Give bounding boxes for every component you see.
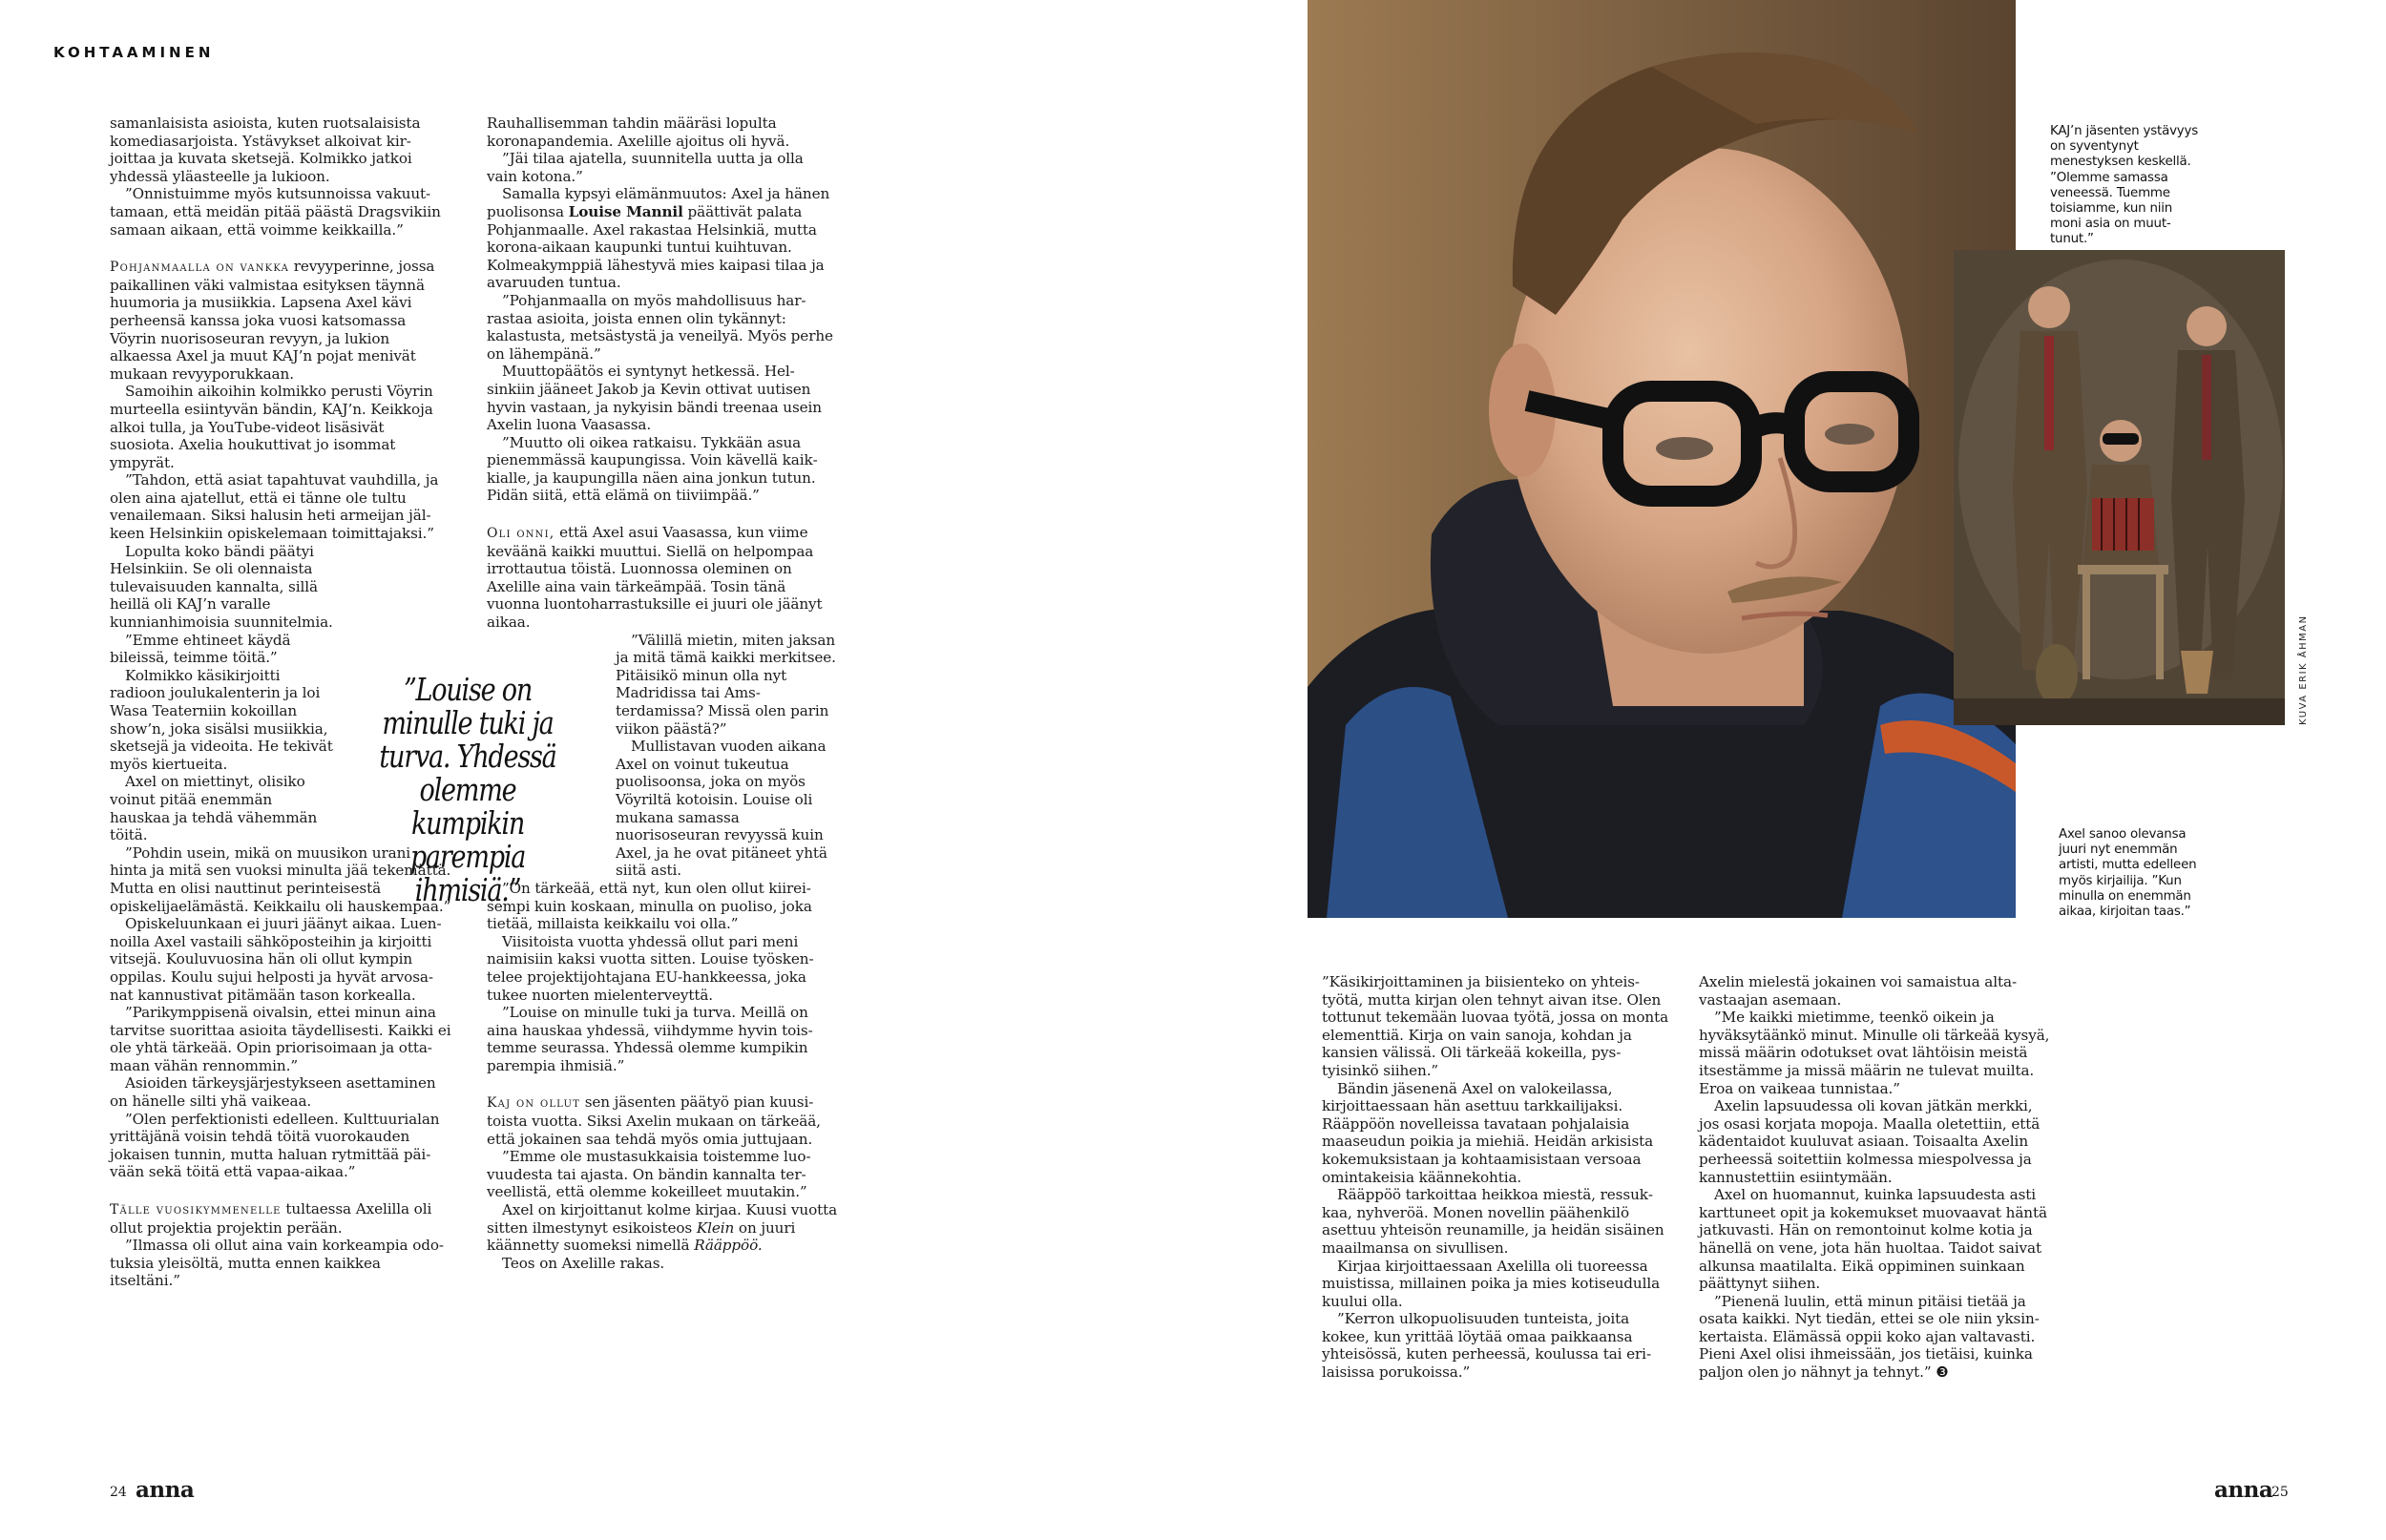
paragraph: ”Onnistuimme myös kutsunnoissa vakuuttamaan, että meidän pitää päästä Dragsvikiin samaan aikaan, että voimme keikkailla.”	[110, 185, 441, 239]
paragraph: ”Parikymppisenä oivalsin, ettei minun aina tarvitse suorittaa asioita täydellisesti. Kaikki ei ole yhtä tärkeää. Opin priorisoimaan ja ottamaan vähän rennommin.”	[110, 1004, 451, 1074]
paragraph-text: Axel on kirjoittanut kolme kirjaa. Kuusi vuotta sitten ilmestynyt esikoisteos	[487, 1201, 838, 1237]
book-title: Rääppöö.	[694, 1237, 763, 1255]
paragraph: samanlaisista asioista, kuten ruotsalaisista komediasarjoista. Ystävykset alkoivat kirjoittaa ja kuvata sketsejä. Kolmikko jatkoi yhdessä yläasteelle ja lukioon.	[110, 114, 421, 185]
paragraph	[110, 1200, 451, 1237]
lead-in: Kaj on ollut	[487, 1095, 580, 1112]
paragraph: ”Ilmassa oli ollut aina vain korkeampia odotuksia yleisöltä, mutta ennen kaikkea itseltäni.”	[110, 1237, 445, 1290]
paragraph: Muuttopäätös ei syntynyt hetkessä. Helsinkiin jääneet Jakob ja Kevin ottivat uutisen hyvin vastaan, ja nykyisin bändi treenaa usein Axelin luona Vaasassa.	[487, 363, 822, 434]
paragraph: ”Jäi tilaa ajatella, suunnitella uutta ja olla vain kotona.”	[487, 150, 804, 185]
brand-logo-right: anna	[2214, 1477, 2273, 1503]
paragraph: ”Tahdon, että asiat tapahtuvat vauhdilla, ja olen aina ajatellut, että ei tänne ole tultu venailemaan. Siksi halusin heti armeijan jälkeen Helsinkiin opiskelemaan toimittajaksi.”	[110, 471, 439, 543]
paragraph-text: tultaessa Axelilla oli ollut projektia projektin perään.	[110, 1200, 432, 1237]
paragraph: Teos on Axelille rakas.	[502, 1254, 665, 1272]
paragraph: ”Välillä mietin, miten jaksan ja mitä tämä kaikki merkitsee. Pitäisikö minun olla nyt Madridissa tai Amsterdamissa? Missä olen parin viikon päästä?”	[616, 631, 836, 738]
band-illustration	[1954, 250, 2285, 725]
caption-bottom: Axel sanoo olevansa juuri nyt enemmän artisti, mutta edelleen myös kirjailija. ”Kun minulla on enemmän aikaa, kirjoitan taas.”	[2059, 827, 2197, 920]
paragraph: Samoihin aikoihin kolmikko perusti Vöyrin murteella esiintyvän bändin, KAJ’n. Keikkoja alkoi tulla, ja YouTube-videot lisäsivät suosiota. Axelia houkuttivat jo isommat ympyrät.	[110, 383, 433, 471]
pull-quote: ”Louise on minulle tuki ja turva. Yhdessä olemme kumpikin parempia ihmisiä.”	[379, 671, 556, 908]
lead-in: Oli onni,	[487, 526, 555, 542]
paragraph: Kirjaa kirjoittaessaan Axelilla oli tuoreessa muistissa, millainen poika ja mies kotiseudulla kuului olla.	[1322, 1257, 1661, 1310]
paragraph: ”Käsikirjoittaminen ja biisienteko on yhteistyötä, mutta kirjan olen tehnyt aivan itse. Olen tottunut tekemään luovaa työtä, jossa on monta elementtiä. Kirja on vain sanoja, kohdan ja kansien välissä. Oli tärkeää kokeilla, pystyisinkö siihen.”	[1322, 973, 1669, 1079]
paragraph: Rauhallisemman tahdin määräsi lopulta koronapandemia. Axelille ajoitus oli hyvä.	[487, 114, 790, 150]
paragraph: Bändin jäsenenä Axel on valokeilassa, kirjoittaessaan hän asettuu tarkkailijaksi. Rääppöön novelleissa tavataan pohjalaisia maaseudun poikia ja miehiä. Heidän arkisista kokemuksistaan ja kohtaamisistaan versoaa omintakeisia käännekohtia.	[1322, 1079, 1654, 1186]
paragraph-text: päättivät palata Pohjanmaalle. Axel rakastaa Helsinkiä, mutta korona-aikaan kaupunki tuntui kuihtuvan. Kolmeakymppiä lähestyvä mies kaipasi tilaa ja avaruuden tuntua.	[487, 202, 825, 292]
paragraph	[110, 258, 451, 383]
paragraph	[487, 185, 838, 292]
paragraph: ”Me kaikki mietimme, teenkö oikein ja hyväksytäänkö minut. Minulle oli tärkeää kysyä, missä määrin odotukset ovat lähtöisin meistä itsestämme ja missä määrin ne tulevat muilta. Eroa on vaikeaa tunnistaa.”	[1699, 1009, 2050, 1097]
paragraph-text: sen jäsenten päätyö pian kuusitoista vuotta. Siksi Axelin mukaan on tärkeää, että jokainen saa tehdä myös omia juttujaan.	[487, 1093, 821, 1148]
paragraph: Axelin mielestä jokainen voi samaistua altavastaajan asemaan.	[1699, 973, 2018, 1009]
band-photo	[1954, 250, 2285, 725]
paragraph: Mullistavan vuoden aikana Axel on voinut tukeutua puolisoonsa, joka on myös Vöyriltä kotoisin. Louise oli mukana samassa nuorisoseuran revyyssä kuin Axel, ja he ovat pitäneet yhtä siitä asti.	[616, 738, 827, 880]
paragraph: Viisitoista vuotta yhdessä ollut pari meni naimisiin kaksi vuotta sitten. Louise työskentelee projektijohtajana EU-hankkeessa, joka tukee nuorten mielenterveyttä.	[487, 932, 814, 1004]
paragraph: ”Emme ole mustasukkaisia toistemme luovuudesta tai ajasta. On bändin kannalta terveellistä, että olemme kokeilleet muutakin.”	[487, 1148, 811, 1201]
caption-top: KAJ’n jäsenten ystävyys on syventynyt menestyksen keskellä. ”Olemme samassa veneessä. Tuemme toisiamme, kun niin moni asia on muuttunut.”	[2050, 124, 2199, 247]
paragraph: ”Louise on minulle tuki ja turva. Meillä on aina hauskaa yhdessä, viihdymme hyvin toistemme seurassa. Yhdessä olemme kumpikin parempia ihmisiä.”	[487, 1004, 813, 1074]
person-name: Louise Mannil	[568, 202, 683, 220]
portrait-photo	[1308, 0, 2016, 918]
lead-in: Pohjanmaalla on vankka	[110, 260, 290, 276]
lead-in: Tälle vuosikymmenelle	[110, 1202, 282, 1218]
end-mark-icon: ❸	[1936, 1363, 1949, 1382]
narrow-block	[110, 543, 334, 844]
paragraph-text: Samalla kypsyi elämänmuutos: Axel ja hänen puolisonsa	[487, 185, 830, 220]
paragraph: ”Olen perfektionisti edelleen. Kulttuurialan yrittäjänä voisin tehdä töitä vuorokauden jokaisen tunnin, mutta haluan rytmittää päivään sekä töitä että vapaa-aikaa.”	[110, 1110, 440, 1181]
article-column-4	[1699, 973, 2050, 1382]
paragraph: Axelin lapsuudessa oli kovan jätkän merkki, jos osasi korjata mopoja. Maalla oletettiin, että kädentaidot kuuluvat asiaan. Toisaalta Axelin perheessä soitettiin kolmessa miespolvessa ja kannustettiin esiintymään.	[1699, 1097, 2041, 1186]
paragraph: Opiskeluunkaan ei juuri jäänyt aikaa. Luennoilla Axel vastaili sähköposteihin ja kirjoitti vitsejä. Kouluvuosina hän oli ollut kympin oppilas. Koulu sujui helposti ja hyvät arvosanat kannustivat pitämään tason korkealla.	[110, 915, 442, 1004]
paragraph: Asioiden tärkeysjärjestykseen asettaminen on hänelle silti yhä vaikeaa.	[110, 1074, 436, 1111]
paragraph: ”Kerron ulkopuolisuuden tunteista, joita kokee, kun yrittää löytää omaa paikkaansa yhteisössä, kuten perheessä, koulussa tai erilaisissa porukoissa.”	[1322, 1310, 1652, 1382]
paragraph: Axel on miettinyt, olisiko voinut pitää enemmän hauskaa ja tehdä vähemmän töitä.	[110, 773, 318, 844]
paragraph: Lopulta koko bändi päätyi Helsinkiin. Se oli olennaista tulevaisuuden kannalta, sillä heillä oli KAJ’n varalle kunnianhimoisia suunnitelmia.	[110, 542, 333, 632]
paragraph-text: ”Pienenä luulin, että minun pitäisi tietää ja osata kaikki. Nyt tiedän, ettei se ole niin yksinkertaista. Elämässä oppii koko ajan valtavasti. Pieni Axel olisi ihmeissään, jos tietäisi, kuinka paljon olen jo nähnyt ja tehnyt.”	[1699, 1292, 2040, 1382]
page-number-right: 25	[2271, 1485, 2289, 1500]
paragraph: ”Pohdin usein, mikä on muusikon urani hinta ja mitä sen vuoksi minulta jää tekemättä. Mutta en olisi nauttinut perinteisestä opiskelijaelämästä. Keikkailu oli hauskempaa.”	[110, 843, 451, 915]
paragraph-text: on juuri käännetty suomeksi nimellä	[487, 1218, 796, 1255]
paragraph	[487, 1093, 838, 1148]
paragraph: ”Emme ehtineet käydä bileissä, teimme töitä.”	[110, 631, 291, 667]
paragraph: ”Pohjanmaalla on myös mahdollisuus harrastaa asioita, joista ennen olin tykännyt: kalastusta, metsästystä ja veneilyä. Myös perhe on lähempänä.”	[487, 291, 833, 363]
paragraph	[1699, 1293, 2050, 1382]
book-title: Klein	[696, 1218, 735, 1237]
paragraph	[487, 524, 838, 632]
paragraph: ”Muutto oli oikea ratkaisu. Tykkään asua pienemmässä kaupungissa. Voin kävellä kaikkialle, ja kaupungilla näen aina jonkun tutun. Pidän siitä, että elämä on tiiviimpää.”	[487, 433, 818, 505]
paragraph	[487, 1201, 838, 1255]
portrait-illustration	[1308, 0, 2016, 918]
paragraph: Rääppöö tarkoittaa heikkoa miestä, ressukkaa, nyhveröä. Monen novellin päähenkilö asettuu yhteisön reunamille, ja heidän sisäinen maailmansa on sivullisen.	[1322, 1186, 1664, 1257]
article-column-2	[487, 114, 838, 1272]
narrow-block	[616, 632, 838, 880]
section-label: KOHTAAMINEN	[53, 44, 215, 61]
paragraph: Axel on huomannut, kuinka lapsuudesta asti karttuneet opit ja kokemukset muovaavat häntä jatkuvasti. Hän on remontoinut kolme kotia ja hänellä on vene, jota hän huoltaa. Taidot saivat alkunsa maatilalta. Eikä oppiminen suinkaan päättynyt siihen.	[1699, 1186, 2047, 1293]
paragraph: Kolmikko käsikirjoitti radioon joulukalenterin ja loi Wasa Teaterniin kokoillan show’n, joka sisälsi musiikkia, sketsejä ja videoita. He tekivät myös kiertueita.	[110, 666, 333, 773]
paragraph: ”On tärkeää, että nyt, kun olen ollut kiireisempi kuin koskaan, minulla on puoliso, joka tietää, millaista keikkailu voi olla.”	[487, 879, 812, 933]
page-number-left: 24	[110, 1485, 127, 1500]
paragraph-text: revyyperinne, jossa paikallinen väki valmistaa esityksen täynnä huumoria ja musiikkia. Lapsena Axel kävi perheensä kanssa joka vuosi katsomassa Vöyrin nuorisoseuran revyyn, ja lukion alkaessa Axel ja muut KAJ’n pojat menivät mukaan revyyporukkaan.	[110, 258, 435, 383]
photo-credit: KUVA ERIK ÅHMAN	[2298, 614, 2309, 725]
paragraph-text: että Axel asui Vaasassa, kun viime keväänä kaikki muuttui. Siellä on helpompaa irrottautua töistä. Luonnossa oleminen on Axelille aina vain tärkeämpää. Tosin tänä vuonna luontoharrastuksille ei juuri ole jäänyt aikaa.	[487, 524, 823, 632]
brand-logo-left: anna	[136, 1477, 195, 1503]
article-column-3	[1322, 973, 1671, 1382]
